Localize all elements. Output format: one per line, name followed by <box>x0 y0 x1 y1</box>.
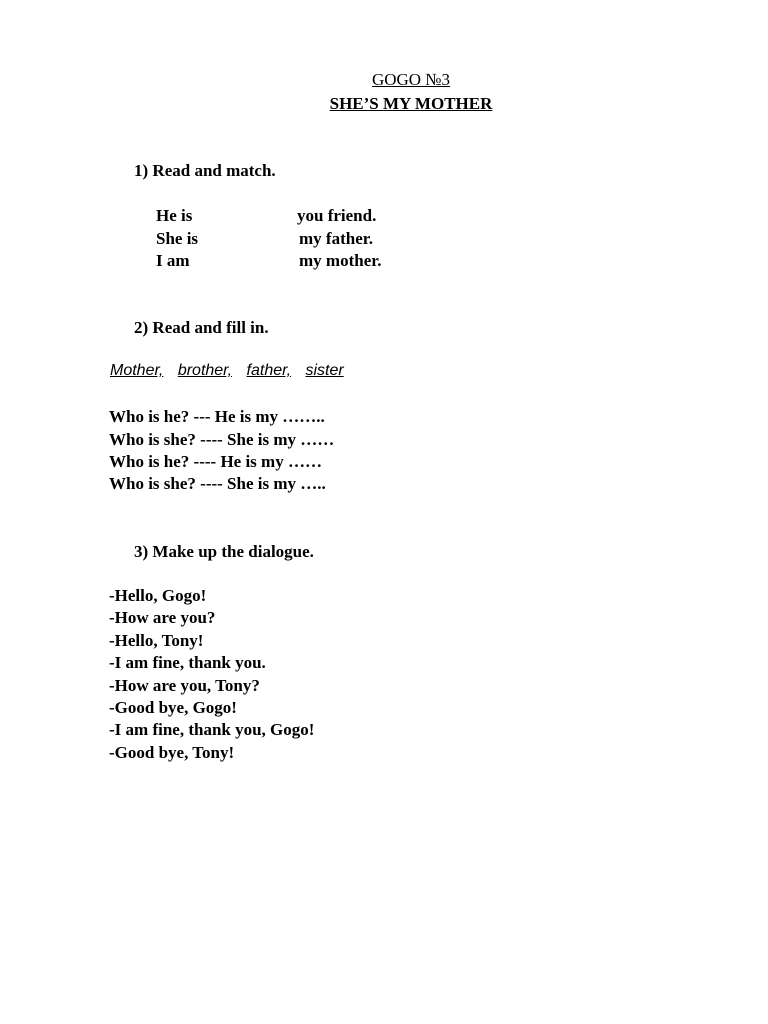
match-right-3: my mother. <box>299 251 382 270</box>
document-title: GOGO №3 <box>371 70 451 89</box>
match-left-1: He is <box>156 206 193 225</box>
match-right-1: you friend. <box>297 206 377 225</box>
match-left-3: I am <box>156 251 190 270</box>
fill-in-line: Who is she? ---- She is my ….. <box>109 474 326 493</box>
dialogue-line: -Hello, Gogo! <box>109 586 207 605</box>
dialogue-line: -Hello, Tony! <box>109 631 204 650</box>
match-right-2: my father. <box>299 229 373 248</box>
dialogue-line: -I am fine, thank you. <box>109 653 266 672</box>
dialogue-line: -How are you? <box>109 608 216 627</box>
fill-in-line: Who is she? ---- She is my …… <box>109 430 335 449</box>
word-bank-item: Mother, <box>110 362 164 379</box>
task2-heading: 2) Read and fill in. <box>134 318 269 337</box>
word-bank-item: brother, <box>177 362 233 379</box>
match-left-2: She is <box>156 229 199 248</box>
task1-heading: 1) Read and match. <box>134 161 276 180</box>
word-bank <box>110 362 354 380</box>
dialogue-line: -I am fine, thank you, Gogo! <box>109 720 315 739</box>
dialogue-line: -Good bye, Tony! <box>109 743 235 762</box>
dialogue-line: -How are you, Tony? <box>109 676 260 695</box>
fill-in-line: Who is he? ---- He is my …… <box>109 452 322 471</box>
dialogue-line: -Good bye, Gogo! <box>109 698 237 717</box>
fill-in-line: Who is he? --- He is my …….. <box>109 407 325 426</box>
task3-heading: 3) Make up the dialogue. <box>134 542 314 561</box>
word-bank-item: father, <box>246 362 292 379</box>
document-subtitle: SHE’S MY MOTHER <box>329 94 493 113</box>
word-bank-item: sister <box>305 362 344 379</box>
